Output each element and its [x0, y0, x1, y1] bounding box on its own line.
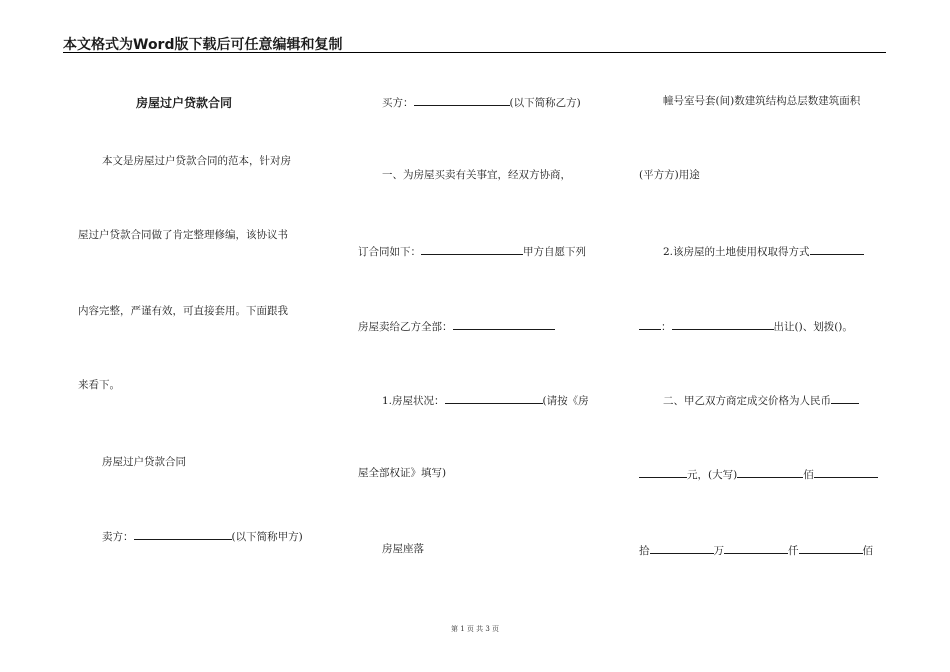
price-shi-blank: [650, 542, 714, 554]
price-wan-blank: [724, 542, 788, 554]
price-line-2: 元，(大写) 佰: [639, 466, 878, 482]
intro-line-1: 本文是房屋过户贷款合同的范本，针对房: [102, 155, 291, 167]
clause-1-line-1: 一、为房屋买卖有关事宜，经双方协商，: [382, 169, 571, 181]
contract-subtitle: 房屋过户贷款合同: [102, 456, 186, 468]
land-right-line-2: ： 出让()、划拨()。: [639, 318, 853, 334]
land-right-blank-2: [639, 318, 661, 330]
document-header-title: 本文格式为Word版下载后可任意编辑和复制: [63, 37, 343, 53]
price-upper-blank: [737, 466, 803, 478]
buyer-label: 买方：: [382, 97, 414, 109]
price-line-3: 拾 万 仟 佰: [639, 542, 873, 558]
price-qian-blank: [799, 542, 863, 554]
buyer-note: (以下简称乙方): [509, 97, 581, 109]
property-location: 房屋座落: [382, 543, 424, 555]
seller-label: 卖方：: [102, 531, 134, 543]
intro-line-4: 来看下。: [78, 379, 120, 391]
clause-1-line-3: 房屋卖给乙方全部：: [358, 318, 555, 334]
page-number: 第 1 页 共 3 页: [450, 625, 500, 633]
property-status-line-2: 屋全部权证》填写): [358, 467, 447, 479]
usage-line: (平方方)用途: [639, 169, 700, 181]
intro-line-2: 屋过户贷款合同做了肯定整理修编，该协议书: [78, 229, 288, 241]
price-bai-blank: [814, 466, 878, 478]
contract-title: 房屋过户贷款合同: [136, 96, 233, 110]
price-line: 二、甲乙双方商定成交价格为人民币: [663, 392, 859, 408]
seller-note: (以下简称甲方): [231, 531, 303, 543]
intro-line-3: 内容完整，严谨有效，可直接套用。下面跟我: [78, 305, 288, 317]
land-right-line: 2.该房屋的土地使用权取得方式: [663, 243, 864, 259]
land-right-blank: [810, 243, 864, 255]
price-blank: [831, 392, 859, 404]
property-status-line: 1.房屋状况： (请按《房: [382, 392, 589, 408]
price-yuan-blank: [639, 466, 687, 478]
land-right-blank-3: [672, 318, 774, 330]
clause-1-line-2: 订合同如下： 甲方自愿下列: [358, 243, 586, 259]
property-fields-line: 幢号室号套(间)数建筑结构总层数建筑面积: [663, 95, 861, 107]
